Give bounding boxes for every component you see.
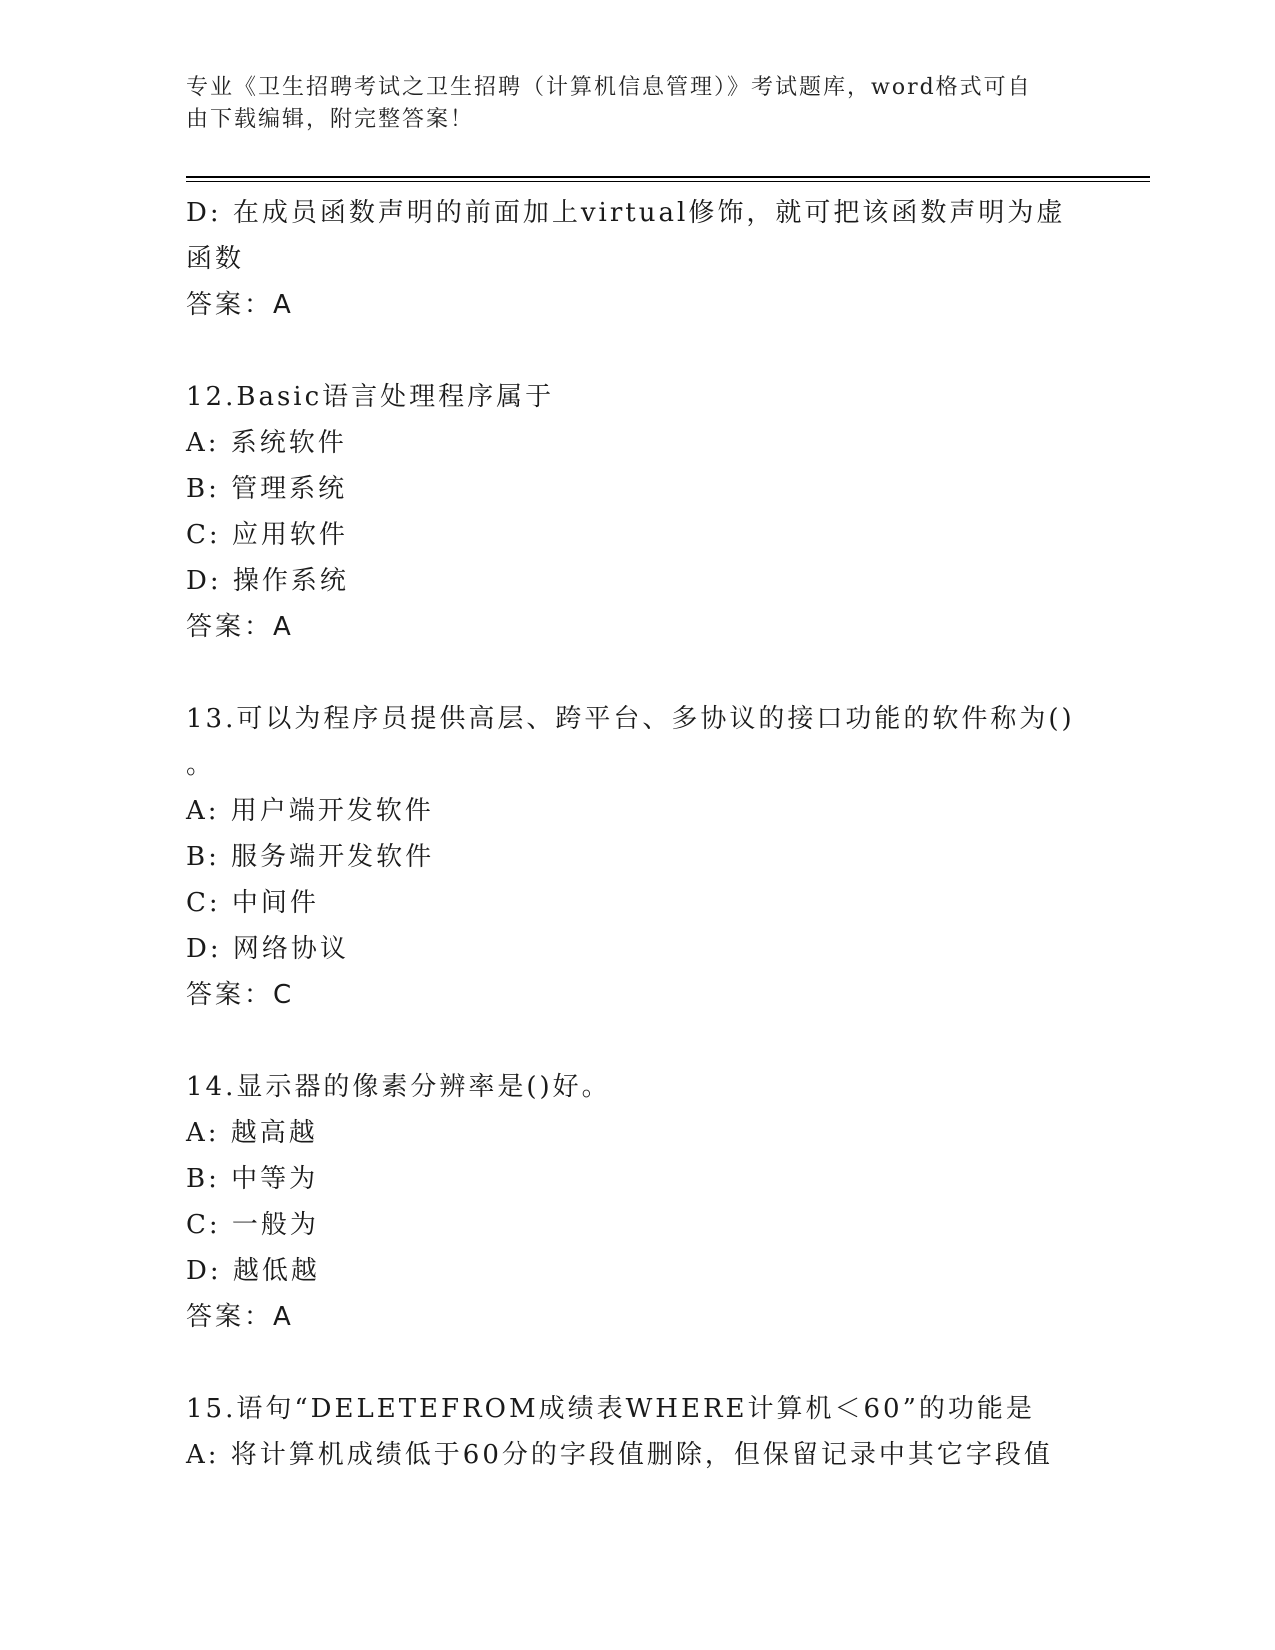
spacer: [186, 328, 1086, 374]
question-stem: 14.显示器的像素分辨率是()好。: [186, 1072, 611, 1102]
option-a: A: 用户端开发软件: [186, 796, 434, 826]
option-b: B: 管理系统: [186, 474, 348, 504]
question-stem: 12.Basic语言处理程序属于: [186, 382, 555, 412]
question-stem: 13.可以为程序员提供高层、跨平台、多协议的接口功能的软件称为(): [186, 704, 1075, 734]
option-b: B: 服务端开发软件: [186, 842, 435, 872]
option-c: C: 中间件: [186, 888, 319, 918]
question-14: [186, 1064, 1086, 1340]
spacer: [186, 1340, 1086, 1386]
question-12: [186, 374, 1086, 650]
document-header: [186, 72, 1066, 136]
question-13: [186, 696, 1086, 1018]
header-divider-thick: [186, 176, 1150, 178]
option-b: B: 中等为: [186, 1164, 319, 1194]
option-a: A: 将计算机成绩低于60分的字段值删除，但保留记录中其它字段值: [186, 1440, 1053, 1470]
option-d: D: 网络协议: [186, 934, 349, 964]
option-d: D: 越低越: [186, 1256, 320, 1286]
answer: 答案：A: [186, 290, 294, 320]
option-c: C: 应用软件: [186, 520, 348, 550]
option-d: D: 操作系统: [186, 566, 349, 596]
question-stem-continued: 。: [186, 750, 216, 780]
answer: 答案：A: [186, 1302, 294, 1332]
answer: 答案：C: [186, 980, 295, 1010]
option-d: D: 在成员函数声明的前面加上virtual修饰，就可把该函数声明为虚: [186, 198, 1066, 228]
header-divider-thin: [186, 181, 1150, 182]
answer: 答案：A: [186, 612, 294, 642]
header-line-1: 专业《卫生招聘考试之卫生招聘（计算机信息管理）》考试题库，word格式可自: [186, 75, 1032, 100]
option-c: C: 一般为: [186, 1210, 319, 1240]
question-list: [186, 190, 1086, 1478]
option-d-continued: 函数: [186, 244, 245, 274]
question-15: [186, 1386, 1086, 1478]
question-stem: 15.语句“DELETEFROM成绩表WHERE计算机＜60”的功能是: [186, 1394, 1035, 1424]
spacer: [186, 1018, 1086, 1064]
spacer: [186, 650, 1086, 696]
header-line-2: 由下载编辑，附完整答案！: [186, 107, 475, 132]
previous-question-tail: [186, 190, 1086, 328]
option-a: A: 系统软件: [186, 428, 347, 458]
option-a: A: 越高越: [186, 1118, 318, 1148]
